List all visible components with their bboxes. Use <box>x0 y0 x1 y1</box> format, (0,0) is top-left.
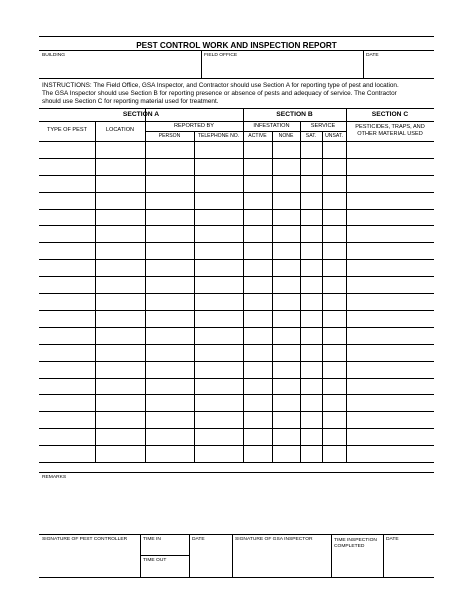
infestation-header: INFESTATION <box>253 123 290 129</box>
table-row[interactable] <box>39 310 434 311</box>
header-divider-v1 <box>201 50 202 78</box>
location-header: LOCATION <box>105 127 135 133</box>
header-divider <box>39 50 434 51</box>
header-bottom-line <box>39 78 434 79</box>
header-divider-v2 <box>363 50 364 78</box>
unsat-header: UNSAT. <box>325 133 343 139</box>
table-row[interactable] <box>39 327 434 328</box>
table-row[interactable] <box>39 242 434 243</box>
table-row[interactable] <box>39 276 434 277</box>
form-title: PEST CONTROL WORK AND INSPECTION REPORT <box>39 36 434 50</box>
signature-pest-controller-field[interactable]: SIGNATURE OF PEST CONTROLLER <box>42 537 128 542</box>
time-in-field[interactable]: TIME IN <box>143 537 161 542</box>
signature-bottom-line <box>39 577 434 578</box>
table-row[interactable] <box>39 445 434 446</box>
table-row[interactable] <box>39 293 434 294</box>
col-line-section-c <box>346 108 347 462</box>
time-inspection-completed-field[interactable] <box>334 538 377 549</box>
col-line-person <box>145 108 146 462</box>
date-field-1[interactable]: DATE <box>192 537 205 542</box>
section-a-header: SECTION A <box>122 111 160 118</box>
pesticides-header-line-2: OTHER MATERIAL USED <box>357 130 423 137</box>
table-row[interactable] <box>39 361 434 362</box>
table-row[interactable] <box>39 428 434 429</box>
col-line-none <box>272 131 273 462</box>
sig-v5 <box>383 534 384 577</box>
telephone-header: TELEPHONE NO. <box>197 133 240 139</box>
table-row[interactable] <box>39 225 434 226</box>
time-out-field[interactable]: TIME OUT <box>143 558 167 563</box>
sig-v2 <box>189 534 190 577</box>
signature-top-line <box>39 534 434 535</box>
table-row[interactable] <box>39 394 434 395</box>
section-row-line <box>39 121 434 122</box>
time-in-out-divider <box>140 555 189 556</box>
sig-v1 <box>140 534 141 577</box>
col-line-telephone <box>194 131 195 462</box>
instructions-line-2: The GSA Inspector should use Section B for reporting presence or absence of pests and adequacy of service. The Contractor <box>42 90 397 98</box>
table-row[interactable] <box>39 192 434 193</box>
remarks-field[interactable]: REMARKS <box>42 475 67 480</box>
table-row[interactable] <box>39 462 434 463</box>
person-header: PERSON <box>158 133 181 139</box>
instructions-line-1: INSTRUCTIONS: The Field Office, GSA Inspector, and Contractor should use Section A for reporting type of pest and location. <box>42 82 399 89</box>
field-office-field[interactable]: FIELD OFFICE <box>204 53 238 58</box>
reported-by-header: REPORTED BY <box>174 123 214 129</box>
table-bottom-line <box>39 472 434 473</box>
table-row[interactable] <box>39 158 434 159</box>
active-header: ACTIVE <box>248 133 267 139</box>
signature-gsa-inspector-field[interactable]: SIGNATURE OF GSA INSPECTOR <box>235 537 313 542</box>
date-field[interactable]: DATE <box>366 53 379 58</box>
instructions <box>42 82 434 107</box>
sig-v3 <box>232 534 233 577</box>
none-header: NONE <box>278 133 294 139</box>
type-of-pest-header: TYPE OF PEST <box>46 127 88 133</box>
time-inspection-completed-line-2: COMPLETED <box>334 543 365 549</box>
sig-v4 <box>331 534 332 577</box>
table-row[interactable] <box>39 175 434 176</box>
table-row[interactable] <box>39 259 434 260</box>
service-header: SERVICE <box>310 123 336 129</box>
col-line-unsat <box>322 131 323 462</box>
table-row[interactable] <box>39 378 434 379</box>
table-row[interactable] <box>39 344 434 345</box>
section-b-header: SECTION B <box>276 111 313 118</box>
table-top-line <box>39 108 434 109</box>
building-field[interactable]: BUILDING <box>42 53 66 58</box>
pesticides-header-line-1: PESTICIDES, TRAPS, AND <box>355 124 425 130</box>
time-inspection-completed-line-1: TIME INSPECTION <box>334 538 377 543</box>
date-field-2[interactable]: DATE <box>386 537 399 542</box>
reported-by-line <box>145 131 346 132</box>
table-row[interactable] <box>39 411 434 412</box>
pesticides-header <box>346 124 434 137</box>
column-header-bottom-line <box>39 141 434 142</box>
col-line-section-b <box>243 108 244 462</box>
sat-header: SAT. <box>305 133 317 139</box>
table-row[interactable] <box>39 209 434 210</box>
section-c-header: SECTION C <box>371 111 409 118</box>
instructions-line-3: should use Section C for reporting material used for treatment. <box>42 98 219 106</box>
